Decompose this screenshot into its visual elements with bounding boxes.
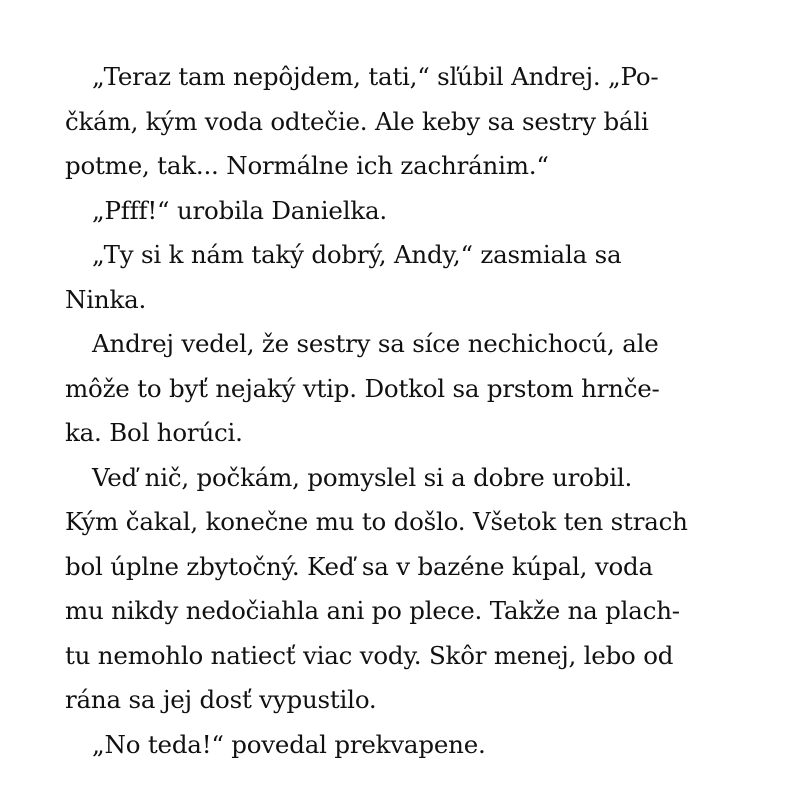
text-line: môže to byť nejaký vtip. Dotkol sa prstom hrnče-	[65, 373, 660, 403]
text-line: tu nemohlo natiecť viac vody. Skôr menej, lebo od	[65, 640, 674, 670]
text-line: Ninka.	[65, 284, 147, 314]
text-line: „Teraz tam nepôjdem, tati,“ sľúbil Andrej. „Po-	[92, 62, 659, 91]
text-line: Andrej vedel, že sestry sa síce nechichocú, ale	[92, 329, 659, 358]
text-line: „Ty si k nám taký dobrý, Andy,“ zasmiala sa	[92, 240, 622, 269]
text-line: Kým čakal, konečne mu to došlo. Všetok ten strach	[65, 507, 688, 536]
text-line: mu nikdy nedočiahla ani po plece. Takže na plach-	[65, 596, 680, 625]
text-line: Veď nič, počkám, pomyslel si a dobre urobil.	[92, 462, 633, 492]
text-body	[65, 55, 800, 767]
text-line: „No teda!“ povedal prekvapene.	[92, 729, 486, 759]
text-line: ka. Bol horúci.	[65, 418, 243, 447]
text-line: čkám, kým voda odtečie. Ale keby sa sestry báli	[65, 106, 649, 136]
text-line: potme, tak... Normálne ich zachránim.“	[65, 151, 549, 180]
text-line: bol úplne zbytočný. Keď sa v bazéne kúpal, voda	[65, 551, 653, 581]
text-line: rána sa jej dosť vypustilo.	[65, 685, 377, 714]
text-line: „Pfff!“ urobila Danielka.	[92, 195, 387, 225]
